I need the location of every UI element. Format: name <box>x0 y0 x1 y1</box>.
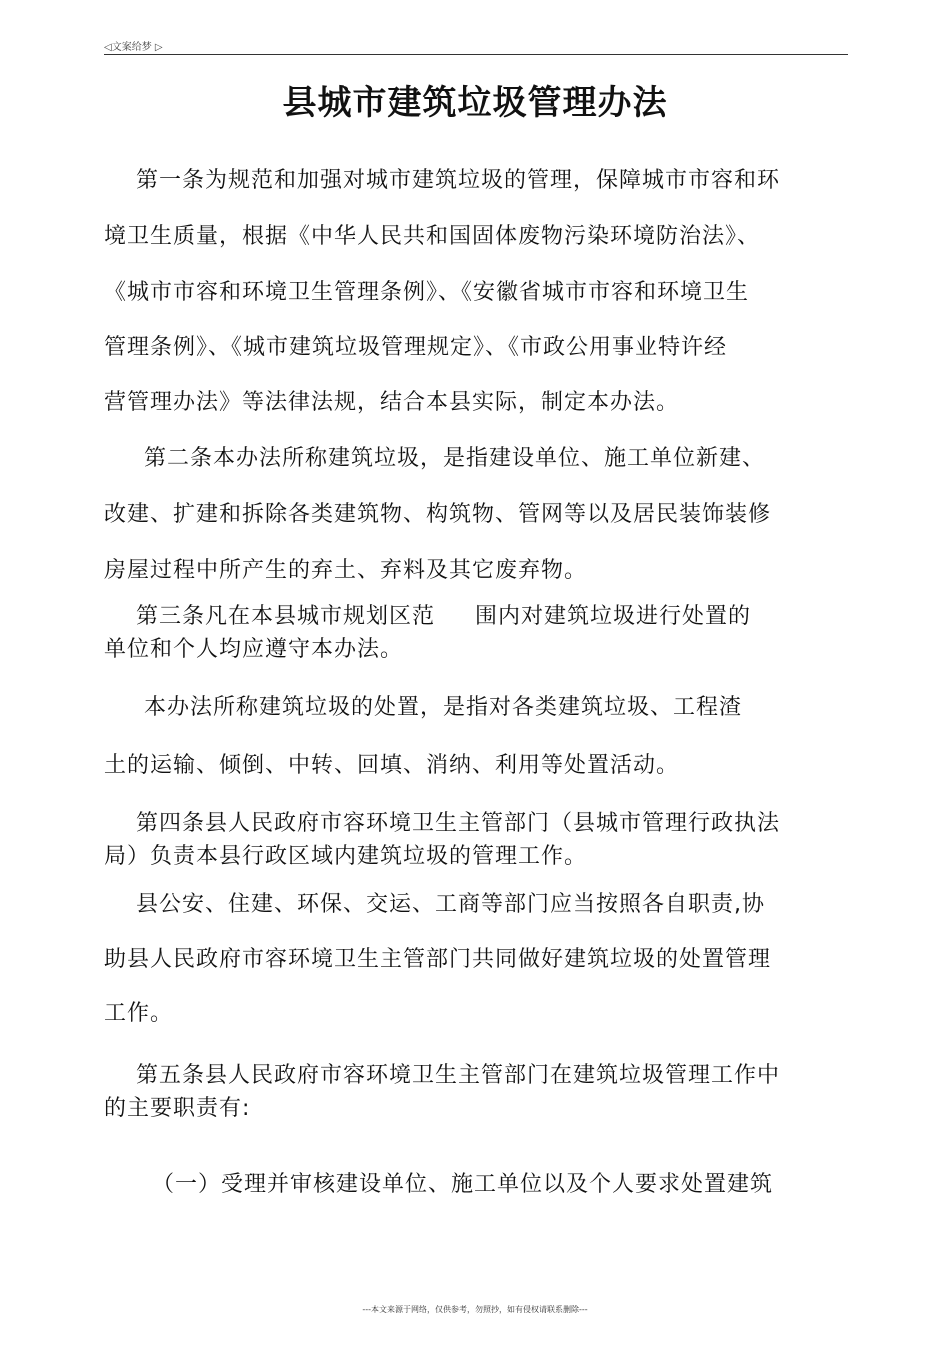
text-line: 第四条县人民政府市容环境卫生主管部门（县城市管理行政执法 <box>104 811 780 836</box>
text-line: 单位和个人均应遵守本办法。 <box>104 637 404 662</box>
text-line: 的主要职责有: <box>104 1096 251 1121</box>
text-line: 管理条例》、《城市建筑垃圾管理规定》、《市政公用事业特许经 <box>104 335 728 360</box>
text-line: 第五条县人民政府市容环境卫生主管部门在建筑垃圾管理工作中 <box>104 1063 780 1088</box>
text-line: 境卫生质量，根据《中华人民共和国固体废物污染环境防治法》、 <box>104 224 761 249</box>
document-title: 县城市建筑垃圾管理办法 <box>282 83 668 123</box>
text-line: 房屋过程中所产生的弃土、弃料及其它废弃物。 <box>104 558 588 583</box>
header-text: ◁文案给梦 ▷ <box>104 42 163 53</box>
text-line: 工作。 <box>104 1001 174 1026</box>
text-line: 营管理办法》等法律法规，结合本县实际，制定本办法。 <box>104 390 680 415</box>
footer-disclaimer: ---本文来源于网络，仅供参考，勿照抄，如有侵权请联系删除--- <box>362 1305 588 1314</box>
text-line: 本办法所称建筑垃圾的处置，是指对各类建筑垃圾、工程渣 <box>104 695 742 720</box>
text-line: （一）受理并审核建设单位、施工单位以及个人要求处置建筑 <box>104 1172 773 1197</box>
text-line: 第三条凡在本县城市规划区范 围内对建筑垃圾进行处置的 <box>104 604 751 629</box>
text-line: 改建、扩建和拆除各类建筑物、构筑物、管网等以及居民装饰装修 <box>104 502 772 527</box>
text-line: 助县人民政府市容环境卫生主管部门共同做好建筑垃圾的处置管理 <box>104 947 772 972</box>
text-line: 第一条为规范和加强对城市建筑垃圾的管理，保障城市市容和环 <box>104 168 780 193</box>
text-line: 县公安、住建、环保、交运、工商等部门应当按照各自职责,协 <box>104 892 765 917</box>
text-line: 局）负责本县行政区域内建筑垃圾的管理工作。 <box>104 844 588 869</box>
text-line: 第二条本办法所称建筑垃圾，是指建设单位、施工单位新建、 <box>104 446 765 471</box>
text-line: 土的运输、倾倒、中转、回填、消纳、利用等处置活动。 <box>104 753 680 778</box>
text-line: 《城市市容和环境卫生管理条例》、《安徽省城市市容和环境卫生 <box>104 280 750 305</box>
header-rule <box>104 54 848 55</box>
